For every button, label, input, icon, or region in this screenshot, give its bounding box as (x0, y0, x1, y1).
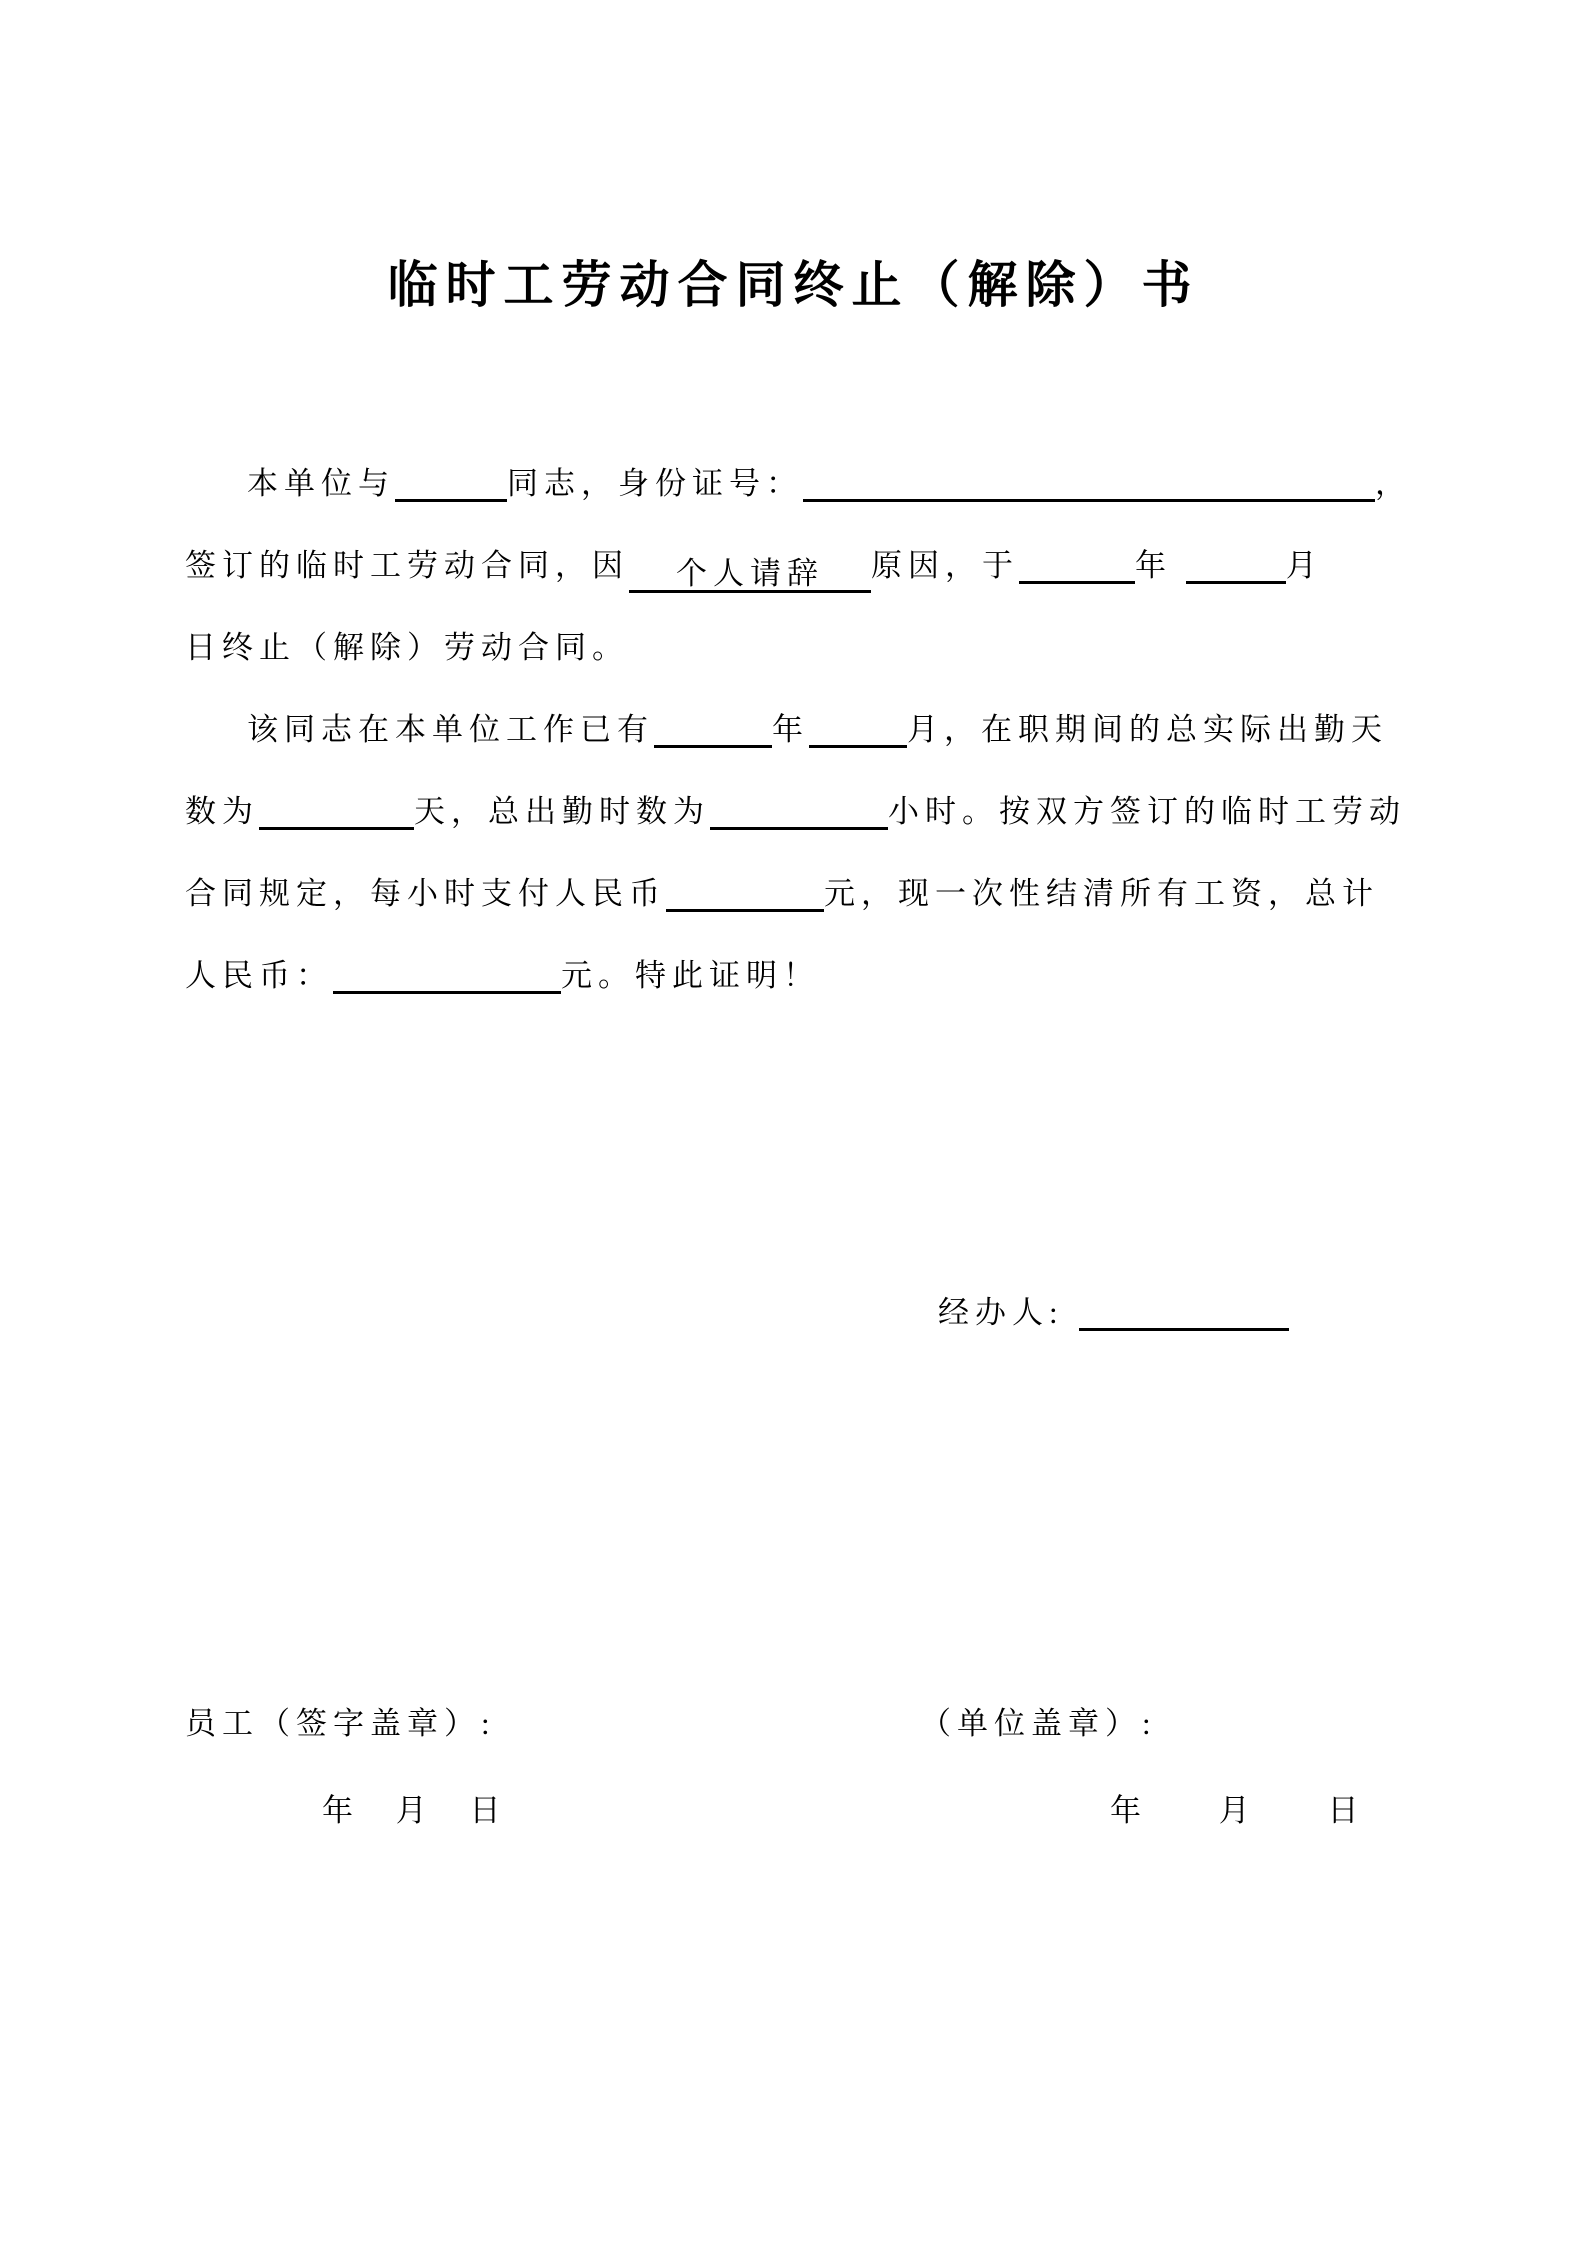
fill-in-blank (654, 710, 772, 748)
text-run: 人民币： (185, 958, 333, 993)
fill-in-blank (333, 956, 561, 994)
day-label: 日 (1327, 1793, 1359, 1828)
text-run: 年 (1135, 548, 1186, 583)
year-label: 年 (322, 1793, 353, 1828)
text-run: 日终止（解除）劳动合同。 (185, 630, 629, 665)
company-date-line (1110, 1785, 1359, 1830)
fill-in-blank (803, 464, 1375, 502)
fill-in-blank (710, 792, 888, 830)
text-run: 数为 (185, 794, 259, 829)
body-line (185, 771, 1455, 853)
fill-in-blank (1019, 546, 1135, 584)
text-run: 同志，身份证号： (507, 466, 803, 501)
text-run: 本单位与 (247, 466, 395, 501)
fill-in-blank (395, 464, 507, 502)
month-label: 月 (1218, 1793, 1250, 1828)
text-run: 该同志在本单位工作已有 (247, 712, 654, 747)
text-run: 签订的临时工劳动合同，因 (185, 548, 629, 583)
text-run: 月 (1285, 548, 1323, 583)
text-run: 元，现一次性结清所有工资，总计 (824, 876, 1379, 911)
body-line (185, 525, 1455, 607)
text-run: 合同规定，每小时支付人民币 (185, 876, 666, 911)
text-run: 月，在职期间的总实际出勤天 (907, 712, 1388, 747)
company-seal-label: （单位盖章）: (920, 1706, 1157, 1741)
body-line (185, 443, 1455, 525)
text-run: 原因，于 (871, 548, 1019, 583)
text-run: 年 (772, 712, 809, 747)
fill-in-blank (666, 874, 824, 912)
document-body (185, 443, 1455, 1017)
year-label: 年 (1110, 1793, 1141, 1828)
month-label: 月 (395, 1793, 427, 1828)
document-title: 临时工劳动合同终止（解除）书 (387, 257, 1200, 313)
body-line (185, 853, 1455, 935)
employee-date-line (322, 1785, 501, 1830)
fill-in-blank (259, 792, 414, 830)
fill-in-blank (1186, 546, 1286, 584)
day-label: 日 (469, 1793, 501, 1828)
body-line (185, 607, 1455, 689)
text-run: ， (1375, 466, 1412, 501)
handler-line (938, 1283, 1289, 1343)
body-line (185, 935, 1455, 1017)
text-run: 天，总出勤时数为 (414, 794, 710, 829)
fill-in-blank: 个人请辞 (629, 555, 871, 593)
handler-signature-blank (1079, 1293, 1289, 1331)
text-run: 小时。按双方签订的临时工劳动 (888, 794, 1406, 829)
body-line (185, 689, 1455, 771)
text-run: 元。特此证明！ (561, 958, 820, 993)
employee-signature-label: 员工（签字盖章）: (185, 1706, 496, 1741)
handler-label: 经办人: (938, 1295, 1064, 1330)
fill-in-blank (809, 710, 907, 748)
